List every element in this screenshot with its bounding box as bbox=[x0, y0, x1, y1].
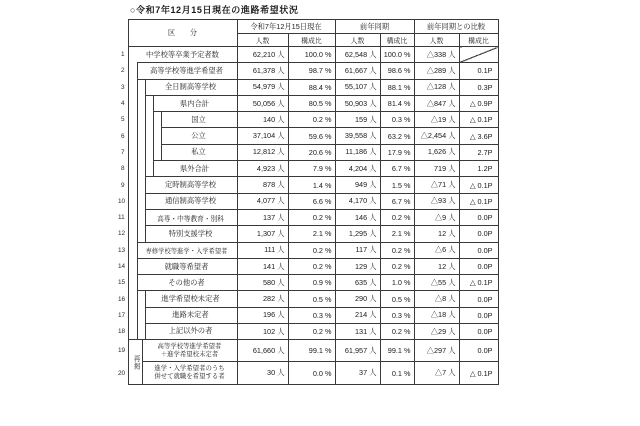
row-label: 進学希望校未定者 bbox=[161, 294, 220, 304]
cell-current-count: 137 人 bbox=[237, 209, 288, 225]
cell-diff-count: △29 人 bbox=[414, 324, 459, 340]
table-row bbox=[118, 63, 498, 79]
row-label-cell bbox=[128, 47, 237, 63]
cell-prev-ratio: 0.2 % bbox=[380, 209, 414, 225]
cell-prev-ratio: 1.5 % bbox=[380, 177, 414, 193]
cell-diff-count: △847 人 bbox=[414, 95, 459, 111]
row-number: 3 bbox=[120, 83, 125, 91]
row-label: 高等学校等進学希望者 ＋進学希望校未定者 bbox=[157, 343, 222, 359]
cell-diff-count: △128 人 bbox=[414, 79, 459, 95]
cell-prev-ratio: 0.3 % bbox=[380, 112, 414, 128]
row-label-cell bbox=[128, 112, 237, 128]
table-row bbox=[118, 209, 498, 225]
row-number: 14 bbox=[118, 263, 126, 270]
cell-current-count: 54,979 人 bbox=[237, 79, 288, 95]
row-number: 11 bbox=[118, 214, 125, 222]
table-row bbox=[118, 128, 498, 144]
cell-diff-ratio: △ 0.1P bbox=[459, 177, 498, 193]
row-number: 7 bbox=[120, 148, 125, 156]
header-prev-ratio: 構成比 bbox=[380, 34, 414, 47]
row-label-cell bbox=[128, 258, 237, 274]
row-label-cell bbox=[128, 340, 237, 371]
rekei-note-label: 再掲 bbox=[132, 355, 139, 371]
cell-diff-count: △18 人 bbox=[414, 307, 459, 323]
cell-prev-count: 4,170 人 bbox=[335, 193, 380, 209]
cell-prev-ratio: 0.2 % bbox=[380, 258, 414, 274]
cell-prev-ratio: 81.4 % bbox=[380, 95, 414, 111]
row-number: 15 bbox=[118, 279, 126, 287]
cell-prev-ratio: 6.7 % bbox=[380, 193, 414, 209]
cell-current-ratio: 1.4 % bbox=[288, 177, 335, 193]
cell-prev-ratio: 0.3 % bbox=[380, 307, 414, 323]
cell-prev-count: 131 人 bbox=[335, 324, 380, 340]
row-number: 18 bbox=[118, 328, 126, 336]
row-label: 専修学校等進学・入学希望者 bbox=[145, 247, 228, 255]
table-row bbox=[118, 291, 498, 307]
cell-prev-count: 214 人 bbox=[335, 307, 380, 323]
row-label: 高専・中等教育・別科 bbox=[157, 215, 224, 223]
row-label-cell bbox=[128, 63, 237, 79]
table-row bbox=[118, 161, 498, 177]
row-label: 中学校等卒業予定者数 bbox=[146, 49, 219, 59]
cell-diff-count: △6 人 bbox=[414, 242, 459, 258]
cell-prev-ratio: 98.6 % bbox=[380, 63, 414, 79]
table-wrapper bbox=[118, 19, 499, 385]
table-row bbox=[118, 275, 498, 291]
row-number-spacer bbox=[118, 20, 128, 34]
career-hope-status-table bbox=[118, 19, 499, 385]
cell-diff-count: △93 人 bbox=[414, 193, 459, 209]
cell-diff-ratio: △ 0.1P bbox=[459, 275, 498, 291]
cell-prev-count: 159 人 bbox=[335, 112, 380, 128]
cell-prev-count: 11,186 人 bbox=[335, 144, 380, 160]
cell-diff-count: △9 人 bbox=[414, 209, 459, 225]
cell-current-ratio: 0.2 % bbox=[288, 324, 335, 340]
row-label: 公立 bbox=[191, 131, 206, 141]
table-row bbox=[118, 79, 498, 95]
cell-diff-ratio: △ 3.6P bbox=[459, 128, 498, 144]
cell-diff-ratio: 1.2P bbox=[459, 161, 498, 177]
cell-current-ratio: 0.5 % bbox=[288, 291, 335, 307]
row-label: 定時制高等学校 bbox=[164, 180, 217, 190]
row-label-cell bbox=[128, 177, 237, 193]
cell-prev-ratio: 0.2 % bbox=[380, 324, 414, 340]
cell-diff-ratio: 0.1P bbox=[459, 63, 498, 79]
row-label: 県内合計 bbox=[179, 98, 210, 108]
row-label: 就職等希望者 bbox=[164, 261, 209, 271]
row-label-cell bbox=[128, 324, 237, 340]
cell-current-ratio: 59.6 % bbox=[288, 128, 335, 144]
cell-prev-count: 290 人 bbox=[335, 291, 380, 307]
cell-diff-count: △19 人 bbox=[414, 112, 459, 128]
page-title: ○令和7年12月15日現在の進路希望状況 bbox=[130, 5, 299, 15]
row-label-cell bbox=[128, 128, 237, 144]
cell-current-count: 30 人 bbox=[237, 362, 288, 385]
table-row bbox=[118, 112, 498, 128]
row-label-cell bbox=[128, 242, 237, 258]
cell-current-count: 102 人 bbox=[237, 324, 288, 340]
cell-current-count: 61,378 人 bbox=[237, 63, 288, 79]
cell-diff-count: 12 人 bbox=[414, 226, 459, 242]
cell-prev-count: 949 人 bbox=[335, 177, 380, 193]
cell-prev-count: 37 人 bbox=[335, 362, 380, 385]
cell-prev-ratio: 2.1 % bbox=[380, 226, 414, 242]
cell-prev-ratio: 99.1 % bbox=[380, 340, 414, 362]
cell-current-count: 141 人 bbox=[237, 258, 288, 274]
header-group-current: 令和7年12月15日現在 bbox=[237, 20, 335, 34]
cell-current-count: 62,210 人 bbox=[237, 47, 288, 63]
header-current-ratio: 構成比 bbox=[288, 34, 335, 47]
cell-diff-ratio: 0.0P bbox=[459, 258, 498, 274]
cell-current-ratio: 20.6 % bbox=[288, 144, 335, 160]
cell-diff-count: △8 人 bbox=[414, 291, 459, 307]
cell-diff-ratio: 2.7P bbox=[459, 144, 498, 160]
cell-prev-count: 146 人 bbox=[335, 209, 380, 225]
cell-prev-ratio: 0.2 % bbox=[380, 242, 414, 258]
cell-current-ratio: 99.1 % bbox=[288, 340, 335, 362]
cell-diff-count: △338 人 bbox=[414, 47, 459, 63]
row-number: 16 bbox=[118, 295, 126, 303]
table-row-rekei-2 bbox=[118, 362, 498, 385]
cell-diff-ratio-slash bbox=[459, 47, 498, 63]
table-row bbox=[118, 193, 498, 209]
cell-current-count: 196 人 bbox=[237, 307, 288, 323]
cell-diff-count: △7 人 bbox=[414, 362, 459, 385]
row-number: 8 bbox=[120, 165, 125, 173]
row-label: 進学・入学希望者のうち 併せて就職を希望する者 bbox=[154, 365, 225, 381]
cell-current-ratio: 0.2 % bbox=[288, 242, 335, 258]
cell-diff-ratio: 0.0P bbox=[459, 226, 498, 242]
row-label: その他の者 bbox=[168, 277, 205, 287]
cell-prev-ratio: 0.5 % bbox=[380, 291, 414, 307]
cell-current-count: 140 人 bbox=[237, 112, 288, 128]
cell-current-ratio: 98.7 % bbox=[288, 63, 335, 79]
cell-current-ratio: 0.2 % bbox=[288, 209, 335, 225]
cell-current-count: 61,660 人 bbox=[237, 340, 288, 362]
cell-diff-ratio: 0.0P bbox=[459, 291, 498, 307]
row-label-cell bbox=[128, 275, 237, 291]
cell-prev-ratio: 88.1 % bbox=[380, 79, 414, 95]
cell-prev-ratio: 6.7 % bbox=[380, 161, 414, 177]
row-number: 10 bbox=[118, 197, 126, 205]
table-row bbox=[118, 258, 498, 274]
cell-current-count: 4,923 人 bbox=[237, 161, 288, 177]
cell-current-count: 50,056 人 bbox=[237, 95, 288, 111]
cell-diff-count: 719 人 bbox=[414, 161, 459, 177]
table-row bbox=[118, 226, 498, 242]
row-label-cell bbox=[128, 79, 237, 95]
row-label: 進路未定者 bbox=[172, 310, 209, 320]
row-label: 全日制高等学校 bbox=[164, 82, 217, 92]
cell-prev-ratio: 17.9 % bbox=[380, 144, 414, 160]
header-kubun: 区 分 bbox=[128, 20, 237, 47]
cell-diff-count: △297 人 bbox=[414, 340, 459, 362]
row-number: 13 bbox=[118, 246, 126, 254]
cell-current-ratio: 0.2 % bbox=[288, 112, 335, 128]
cell-diff-count: 12 人 bbox=[414, 258, 459, 274]
header-diff-count: 人数 bbox=[414, 34, 459, 47]
cell-current-ratio: 80.5 % bbox=[288, 95, 335, 111]
cell-prev-count: 61,957 人 bbox=[335, 340, 380, 362]
cell-prev-ratio: 0.1 % bbox=[380, 362, 414, 385]
cell-diff-ratio: 0.0P bbox=[459, 307, 498, 323]
cell-prev-ratio: 63.2 % bbox=[380, 128, 414, 144]
cell-diff-ratio: 0.3P bbox=[459, 79, 498, 95]
cell-current-ratio: 2.1 % bbox=[288, 226, 335, 242]
row-label-cell bbox=[128, 161, 237, 177]
cell-diff-count: △2,454 人 bbox=[414, 128, 459, 144]
row-label-cell bbox=[128, 193, 237, 209]
cell-diff-ratio: △ 0.1P bbox=[459, 193, 498, 209]
row-label-cell bbox=[128, 144, 237, 160]
row-label-cell bbox=[128, 209, 237, 225]
row-label-cell bbox=[128, 95, 237, 111]
row-label: 通信制高等学校 bbox=[164, 196, 217, 206]
cell-prev-count: 635 人 bbox=[335, 275, 380, 291]
cell-current-ratio: 88.4 % bbox=[288, 79, 335, 95]
cell-prev-count: 55,107 人 bbox=[335, 79, 380, 95]
cell-current-ratio: 0.3 % bbox=[288, 307, 335, 323]
header-row-groups bbox=[118, 20, 498, 34]
cell-diff-count: △71 人 bbox=[414, 177, 459, 193]
table-row bbox=[118, 242, 498, 258]
table-row bbox=[118, 47, 498, 63]
cell-prev-ratio: 100.0 % bbox=[380, 47, 414, 63]
row-number: 4 bbox=[120, 100, 125, 108]
row-label: 上記以外の者 bbox=[168, 326, 213, 336]
cell-prev-count: 62,548 人 bbox=[335, 47, 380, 63]
cell-diff-ratio: △ 0.1P bbox=[459, 362, 498, 385]
cell-current-count: 580 人 bbox=[237, 275, 288, 291]
table-row-rekei-1 bbox=[118, 340, 498, 362]
header-group-comparison: 前年同期との比較 bbox=[414, 20, 498, 34]
row-label: 私立 bbox=[191, 147, 206, 157]
cell-diff-ratio: 0.0P bbox=[459, 324, 498, 340]
cell-prev-count: 61,667 人 bbox=[335, 63, 380, 79]
row-label: 高等学校等進学希望者 bbox=[150, 65, 223, 75]
cell-diff-count: △55 人 bbox=[414, 275, 459, 291]
header-diff-ratio: 構成比 bbox=[459, 34, 498, 47]
cell-current-ratio: 0.2 % bbox=[288, 258, 335, 274]
table-row bbox=[118, 177, 498, 193]
cell-prev-count: 117 人 bbox=[335, 242, 380, 258]
row-number: 17 bbox=[118, 311, 126, 319]
cell-prev-count: 1,295 人 bbox=[335, 226, 380, 242]
row-number: 12 bbox=[118, 230, 126, 238]
row-number: 9 bbox=[120, 181, 125, 189]
cell-prev-ratio: 1.0 % bbox=[380, 275, 414, 291]
cell-diff-ratio: 0.0P bbox=[459, 209, 498, 225]
cell-current-ratio: 7.9 % bbox=[288, 161, 335, 177]
cell-current-ratio: 6.6 % bbox=[288, 193, 335, 209]
cell-prev-count: 50,903 人 bbox=[335, 95, 380, 111]
row-number: 1 bbox=[120, 51, 125, 59]
cell-diff-count: 1,626 人 bbox=[414, 144, 459, 160]
row-number: 2 bbox=[120, 67, 125, 75]
cell-current-ratio: 0.9 % bbox=[288, 275, 335, 291]
cell-current-count: 1,307 人 bbox=[237, 226, 288, 242]
cell-current-count: 37,104 人 bbox=[237, 128, 288, 144]
row-number: 19 bbox=[118, 347, 126, 355]
header-group-prev-year: 前年同期 bbox=[335, 20, 414, 34]
table-row bbox=[118, 95, 498, 111]
cell-prev-count: 129 人 bbox=[335, 258, 380, 274]
cell-current-count: 282 人 bbox=[237, 291, 288, 307]
row-label-cell bbox=[128, 226, 237, 242]
cell-diff-ratio: △ 0.1P bbox=[459, 112, 498, 128]
cell-current-count: 12,812 人 bbox=[237, 144, 288, 160]
cell-prev-count: 39,558 人 bbox=[335, 128, 380, 144]
row-label: 国立 bbox=[191, 114, 206, 124]
cell-diff-ratio: △ 0.9P bbox=[459, 95, 498, 111]
cell-current-count: 878 人 bbox=[237, 177, 288, 193]
row-number: 5 bbox=[120, 116, 125, 124]
header-prev-count: 人数 bbox=[335, 34, 380, 47]
table-row bbox=[118, 324, 498, 340]
row-number: 6 bbox=[120, 132, 125, 140]
row-label: 特別支援学校 bbox=[168, 228, 213, 238]
row-number-spacer bbox=[118, 34, 128, 47]
cell-current-count: 111 人 bbox=[237, 242, 288, 258]
cell-diff-ratio: 0.0P bbox=[459, 340, 498, 362]
row-number: 20 bbox=[118, 369, 126, 377]
table-row bbox=[118, 144, 498, 160]
cell-current-ratio: 0.0 % bbox=[288, 362, 335, 385]
row-label: 県外合計 bbox=[179, 163, 210, 173]
row-label-cell bbox=[128, 307, 237, 323]
cell-diff-count: △289 人 bbox=[414, 63, 459, 79]
cell-current-ratio: 100.0 % bbox=[288, 47, 335, 63]
row-label-cell bbox=[128, 362, 237, 385]
header-current-count: 人数 bbox=[237, 34, 288, 47]
table-row bbox=[118, 307, 498, 323]
row-label-cell bbox=[128, 291, 237, 307]
cell-prev-count: 4,204 人 bbox=[335, 161, 380, 177]
cell-diff-ratio: 0.0P bbox=[459, 242, 498, 258]
cell-current-count: 4,077 人 bbox=[237, 193, 288, 209]
